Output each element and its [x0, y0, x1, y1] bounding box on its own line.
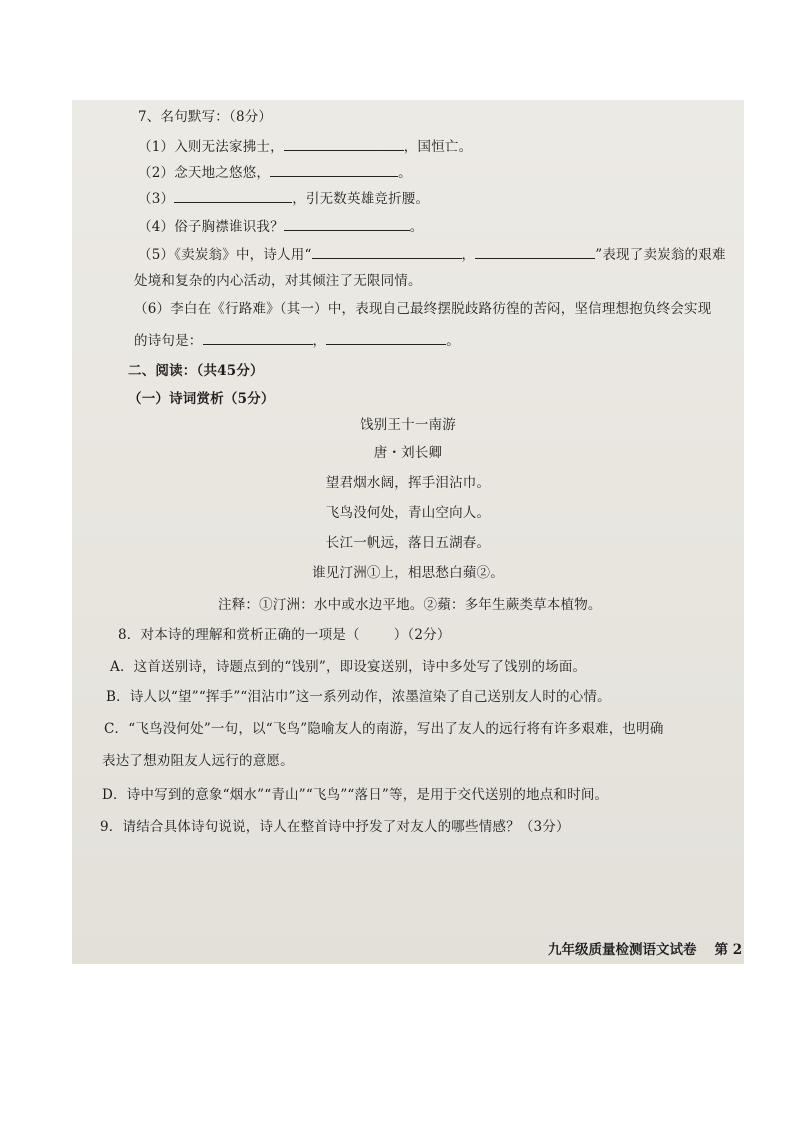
- q7-title: 7、名句默写：（8分）: [138, 109, 273, 125]
- q7-item-3: [138, 188, 429, 208]
- answer-blank[interactable]: [203, 330, 313, 345]
- answer-blank[interactable]: [312, 244, 462, 259]
- q7-item-6-comma: ，: [312, 333, 327, 349]
- page-number: 第 2: [714, 942, 743, 958]
- q8-option-c-cont: 表达了想劝阻友人远行的意愿。: [102, 753, 294, 769]
- q7-item-4-text: （4）俗子胸襟谁识我？: [138, 219, 284, 235]
- footer-label: 九年级质量检测语文试卷: [548, 942, 697, 958]
- answer-blank[interactable]: [284, 136, 404, 151]
- q8-option-d: D．诗中写到的意象“烟水”“青山”“飞鸟”“落日”等，是用于交代送别的地点和时间。: [102, 787, 609, 803]
- q7-item-5-comma: ，: [461, 247, 476, 263]
- page-footer: [548, 938, 742, 958]
- q7-item-6: （6）李白在《行路难》（其一）中，表现自己最终摆脱歧路彷徨的苦闷，坚信理想抱负终会实现: [134, 301, 712, 317]
- q7-item-2-tail: 。: [398, 165, 412, 181]
- answer-blank[interactable]: [284, 216, 410, 231]
- q7-item-2-text: （2）念天地之悠悠，: [138, 165, 271, 181]
- q8-option-c: C．“飞鸟没何处”一句，以“飞鸟”隐喻友人的南游，写出了友人的远行将有许多艰难，也明确: [104, 721, 664, 737]
- answer-blank[interactable]: [475, 244, 595, 259]
- poem-author: 唐・刘长卿: [373, 445, 443, 461]
- section-2-subtitle: （一）诗词赏析（5分）: [128, 391, 275, 407]
- q7-item-1-text: （1）入则无法家拂士，: [138, 139, 284, 155]
- q8-stem-tail: ）（2分）: [393, 627, 451, 643]
- poem-title: 饯别王十一南游: [360, 417, 456, 433]
- q7-item-3-tail: ，引无数英雄竞折腰。: [292, 191, 430, 207]
- q7-item-5: [138, 244, 726, 264]
- answer-blank[interactable]: [326, 330, 446, 345]
- q7-item-5-text: （5）《卖炭翁》中，诗人用“: [138, 247, 312, 263]
- q7-item-6-text: 的诗句是：: [134, 333, 203, 349]
- poem-line: 飞鸟没何处，青山空向人。: [325, 505, 491, 521]
- q7-item-5-tail: ”表现了卖炭翁的艰难: [595, 247, 726, 263]
- poem-line: 谁见汀洲①上，相思愁白蘋②。: [312, 565, 504, 581]
- q7-item-1: [138, 136, 472, 156]
- q8-stem: [118, 626, 451, 644]
- poem-note: 注释：①汀洲：水中或水边平地。②蘋：多年生蕨类草本植物。: [218, 597, 602, 613]
- q7-item-6-cont: [134, 330, 460, 350]
- q8-option-b: B．诗人以“望”“挥手”“泪沾巾”这一系列动作，浓墨渲染了自己送别友人时的心情。: [106, 689, 611, 705]
- exam-page-photo: [72, 100, 744, 964]
- answer-blank[interactable]: [174, 188, 292, 203]
- q8-option-a: A．这首送别诗，诗题点到的“饯别”，即设宴送别，诗中多处写了饯别的场面。: [110, 659, 587, 675]
- q7-item-3-text: （3）: [138, 191, 175, 207]
- q7-item-4: [138, 216, 424, 236]
- poem-line: 长江一帆远，落日五湖春。: [325, 535, 491, 551]
- poem-line: 望君烟水阔，挥手泪沾巾。: [325, 475, 491, 491]
- q7-item-4-tail: 。: [409, 219, 424, 235]
- q7-item-2: [138, 162, 412, 182]
- q8-stem-text: 8．对本诗的理解和赏析正确的一项是（: [118, 627, 360, 643]
- section-2-title: 二、阅读：（共45分）: [128, 363, 264, 379]
- answer-blank[interactable]: [270, 162, 398, 177]
- q7-item-6-tail: 。: [446, 333, 460, 349]
- q7-item-5-cont: 处境和复杂的内心活动，对其倾注了无限同情。: [134, 273, 422, 289]
- q9-stem: 9．请结合具体诗句说说，诗人在整首诗中抒发了对友人的哪些情感？（3分）: [100, 819, 570, 835]
- q7-item-1-tail: ，国恒亡。: [403, 139, 473, 155]
